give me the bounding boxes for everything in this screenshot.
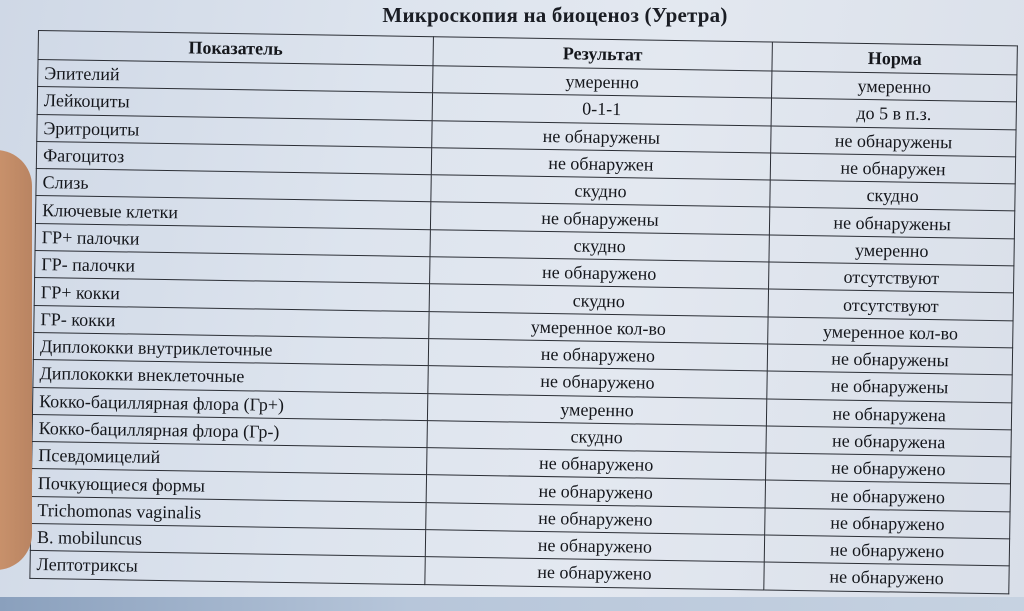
indicator-cell: ГР- кокки [34,305,429,338]
result-cell: не обнаружен [431,148,771,181]
result-cell: не обнаружено [428,366,768,399]
result-cell: скудно [430,229,770,262]
indicator-cell: Лептотриксы [30,551,425,584]
result-cell: не обнаружены [430,202,770,235]
result-cell: не обнаружены [431,120,771,153]
norm-cell: не обнаружены [767,371,1012,402]
result-cell: умеренно [427,393,767,426]
result-cell: умеренно [432,66,772,99]
norm-cell: отсутствуют [768,289,1013,320]
header-indicator: Показатель [38,31,433,66]
norm-cell: не обнаружено [766,453,1011,484]
norm-cell: не обнаружены [770,208,1015,239]
norm-cell: умеренное кол-во [768,317,1013,348]
background-surface [0,597,1024,611]
indicator-cell: Диплококки внеклеточные [33,360,428,393]
indicator-cell: ГР- палочки [35,251,430,284]
indicator-cell: Фагоцитоз [36,141,431,174]
indicator-cell: Слизь [36,169,431,202]
result-cell: не обнаружено [425,557,765,590]
norm-cell: не обнаружено [764,562,1009,593]
result-cell: скудно [431,175,771,208]
indicator-cell: Кокко-бациллярная флора (Гр+) [32,387,427,420]
indicator-cell: B. mobiluncus [30,523,425,556]
norm-cell: не обнаружены [771,126,1016,157]
norm-cell: не обнаружена [767,399,1012,430]
norm-cell: до 5 в п.з. [771,98,1016,129]
indicator-cell: Кокко-бациллярная флора (Гр-) [32,414,427,447]
header-result: Результат [433,37,773,71]
indicator-cell: Лейкоциты [37,87,432,120]
indicator-cell: Эритроциты [37,114,432,147]
indicator-cell: Диплококки внутриклеточные [33,332,428,365]
table-body [30,60,1017,594]
indicator-cell: Эпителий [38,60,433,93]
result-cell: не обнаружено [429,257,769,290]
result-cell: 0-1-1 [432,93,772,126]
finger-photo-artifact [0,150,32,570]
indicator-cell: ГР+ кокки [34,278,429,311]
norm-cell: не обнаружен [770,153,1015,184]
norm-cell: умеренно [769,235,1014,266]
indicator-cell: ГР+ палочки [35,223,430,256]
norm-cell: не обнаружено [764,535,1009,566]
norm-cell: не обнаружены [767,344,1012,375]
result-cell: скудно [427,421,767,454]
header-norm: Норма [772,42,1017,75]
indicator-cell: Псевдомицелий [32,442,427,475]
indicator-cell: Trichomonas vaginalis [31,496,426,529]
results-table [29,30,1017,594]
indicator-cell: Почкующиеся формы [31,469,426,502]
result-cell: умеренное кол-во [428,311,768,344]
result-cell: не обнаружено [426,448,766,481]
result-cell: не обнаружено [425,502,765,535]
page-title: Микроскопия на биоценоз (Уретра) [382,3,728,27]
norm-cell: не обнаружена [766,426,1011,457]
result-cell: не обнаружено [428,339,768,372]
norm-cell: умеренно [772,71,1017,102]
norm-cell: не обнаружено [765,508,1010,539]
norm-cell: скудно [770,180,1015,211]
result-cell: не обнаружено [426,475,766,508]
result-cell: скудно [429,284,769,317]
result-cell: не обнаружено [425,530,765,563]
indicator-cell: Ключевые клетки [35,196,430,229]
norm-cell: отсутствуют [769,262,1014,293]
norm-cell: не обнаружено [765,480,1010,511]
